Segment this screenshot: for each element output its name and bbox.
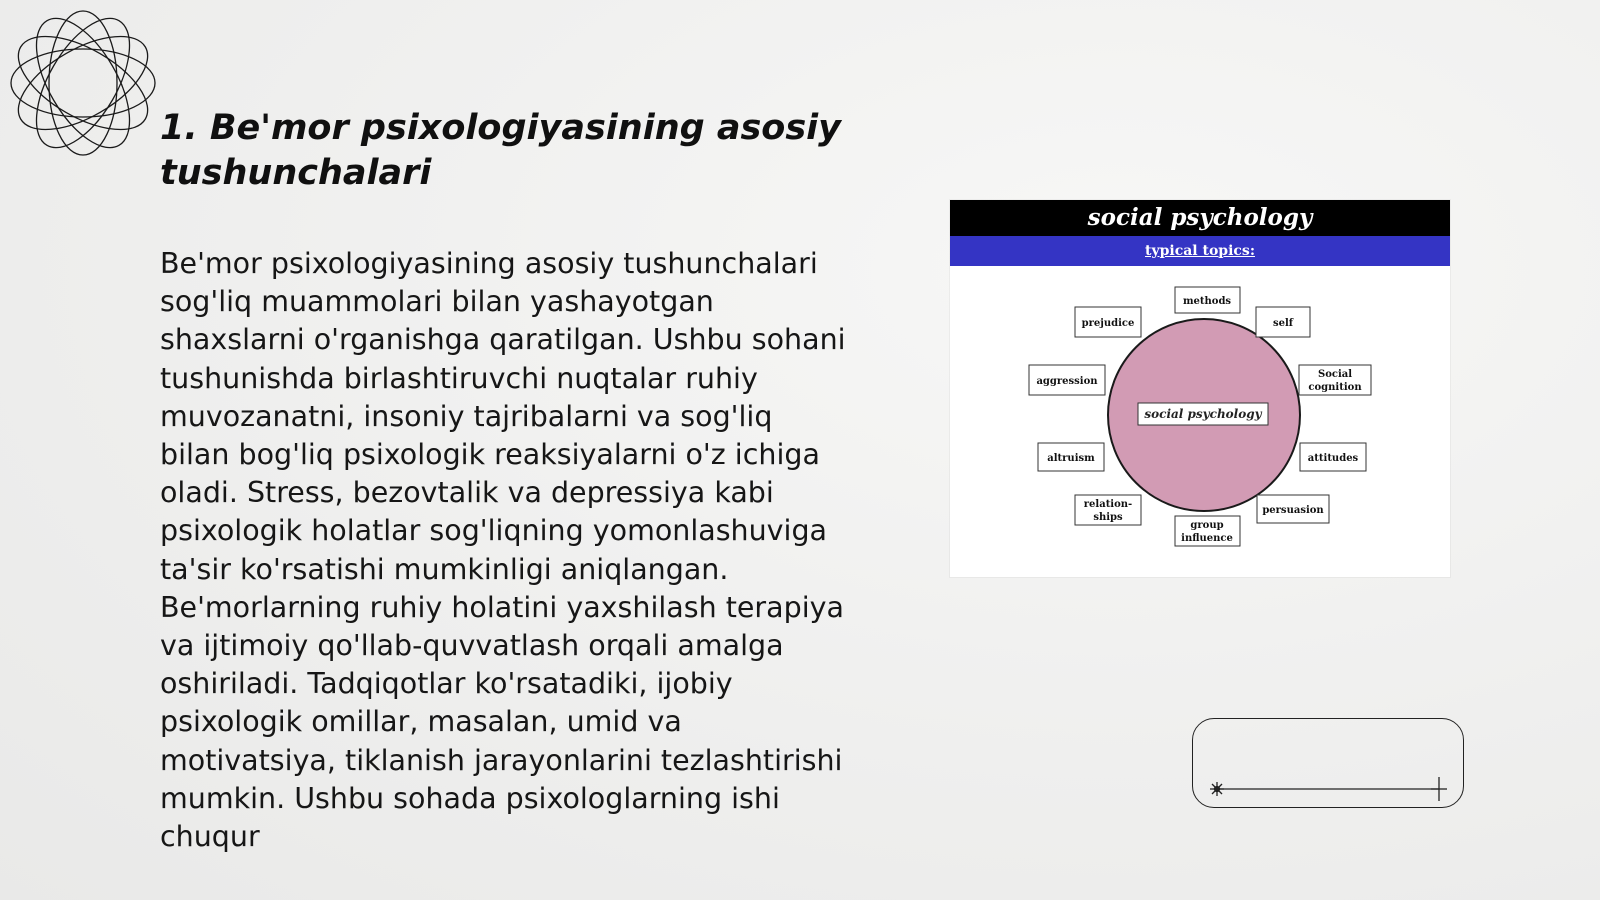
topic-aggression [1029, 365, 1105, 395]
topic-self [1256, 307, 1310, 337]
svg-text:persuasion: persuasion [1262, 505, 1324, 516]
svg-text:attitudes: attitudes [1307, 453, 1359, 464]
topic-prejudice [1075, 307, 1141, 337]
svg-text:group: group [1190, 520, 1224, 531]
svg-text:altruism: altruism [1047, 453, 1095, 464]
topics-diagram [950, 266, 1450, 577]
svg-text:influence: influence [1181, 533, 1233, 544]
svg-text:self: self [1272, 318, 1294, 329]
topic-persuasion [1257, 495, 1329, 523]
topic-social-cognition [1299, 365, 1371, 395]
figure-subheader: typical topics: [950, 236, 1450, 266]
sun-icon [1210, 782, 1224, 796]
topic-methods [1175, 287, 1240, 313]
svg-text:prejudice: prejudice [1081, 318, 1135, 329]
svg-text:ships: ships [1093, 512, 1123, 523]
topic-altruism [1038, 443, 1104, 471]
center-label: social psychology [1144, 407, 1262, 421]
social-psychology-figure [950, 200, 1450, 577]
slide-body-text: Be'mor psixologiyasining asosiy tushunchalari sog'liq muammolari bilan yashayotgan shaxslarni o'rganishga qaratilgan. Ushbu sohani tushunishda birlashtiruvchi nuqtalar ruhiy muvozanatni, insoniy tajribalarni va sog'liq bilan bog'liq psixologik reaksiyalarni o'z ichiga oladi. Stress, bezovtalik va depressiya kabi psixologik holatlar sog'liqning yomonlashuviga ta'sir ko'rsatishi mumkinligi aniqlangan. Be'morlarning ruhiy holatini yaxshilash terapiya va ijtimoiy qo'llab-quvvatlash orqali amalga oshiriladi. Tadqiqotlar ko'rsatadiki, ijobiy psixologik omillar, masalan, umid va motivatsiya, tiklanish jarayonlarini tezlashtirishi mumkin. Ushbu sohada psixologlarning ishi chuqur [160, 247, 846, 854]
slide-title: 1. Be'mor psixologiyasining asosiy tushunchalari [160, 108, 841, 193]
svg-text:cognition: cognition [1308, 382, 1362, 393]
slider-track [1193, 719, 1465, 809]
svg-text:aggression: aggression [1036, 376, 1098, 387]
decorative-slider-frame [1192, 718, 1464, 808]
orbit-rings-icon [8, 8, 158, 158]
svg-text:relation-: relation- [1083, 499, 1133, 510]
topic-attitudes [1300, 443, 1366, 471]
svg-text:methods: methods [1182, 296, 1232, 307]
center-label-box [1138, 403, 1268, 425]
topic-group-influence [1175, 516, 1240, 546]
topic-relationships [1075, 495, 1141, 525]
figure-header: social psychology [950, 200, 1450, 236]
sparkle-icon [1431, 777, 1447, 801]
svg-text:Social: Social [1317, 369, 1353, 380]
